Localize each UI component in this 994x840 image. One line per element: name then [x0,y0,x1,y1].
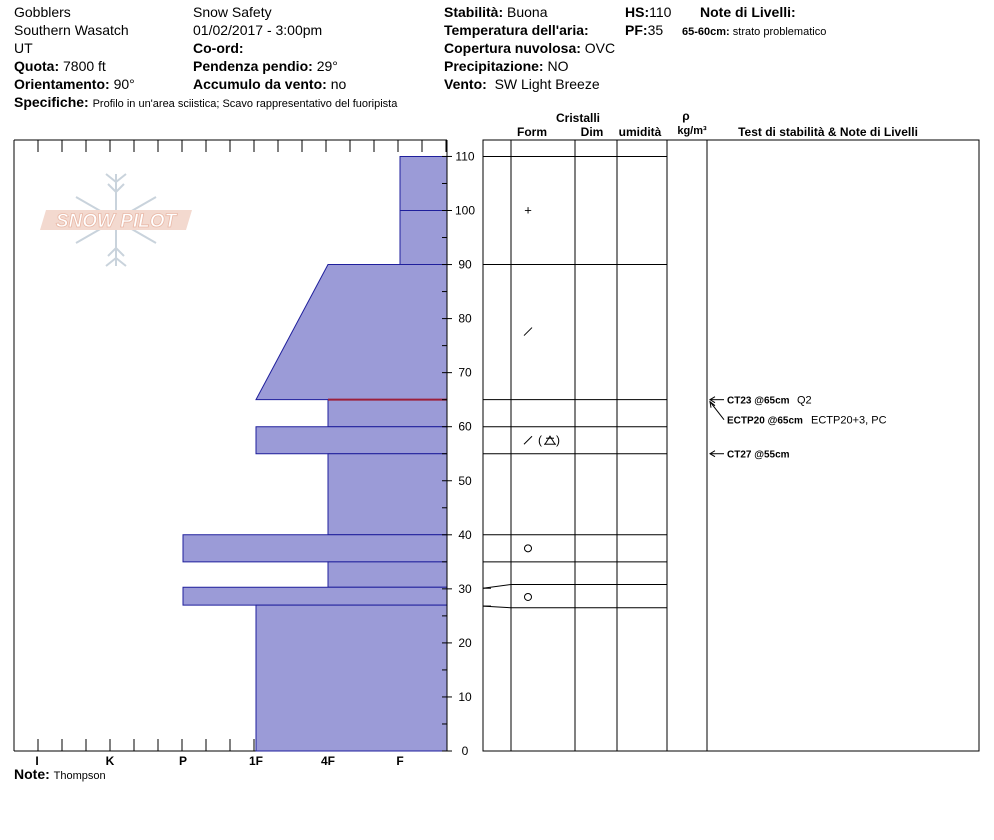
stability-label: Stabilità: [444,4,504,20]
height-tick-label: 10 [458,689,472,704]
specifics-value: Profilo in un'area sciistica; Scavo rappresentativo del fuoripista [92,98,398,110]
hardness-layer [256,427,447,454]
hardness-label: 1F [248,754,264,768]
stability-test-label: CT27 @55cm [727,449,790,461]
wind-loading-label: Accumulo da vento: [193,76,327,92]
logo-text: SNOW PILOT [55,211,177,232]
cloud-value: OVC [584,40,616,56]
crystal-plus-symbol: + [524,202,532,218]
hardness-layer [328,454,447,535]
air-temp-label: Temperatura dell'aria: [444,22,589,38]
height-tick-label: 50 [458,473,472,488]
crystal-round-symbol [525,593,532,600]
height-tick-label: 90 [458,257,472,272]
col-umidita: umidità [618,125,662,139]
height-tick-label: 100 [454,203,476,218]
hardness-layer [183,535,447,562]
height-tick-label: 80 [458,311,472,326]
specifics-label: Specifiche: [14,94,89,110]
location-name: Gobblers [14,4,71,20]
layer-notes-label: Note di Livelli: [700,4,796,20]
col-form: Form [517,125,547,139]
elevation-label: Quota: [14,58,60,74]
slope-value: 29° [316,58,338,74]
state: UT [14,40,33,56]
stability-test-extra: ECTP20+3, PC [811,414,887,427]
hs-label: HS: [625,4,650,20]
aspect-value: 90° [113,76,135,92]
hardness-layer [256,265,447,400]
precip-label: Precipitazione: [444,58,544,74]
stability-test-label: CT23 @65cm [727,395,790,407]
snowpilot-logo [40,174,192,266]
crystal-paren-close: ) [556,433,560,448]
wind-value: SW Light Breeze [494,76,600,92]
height-tick-label: 0 [461,744,469,758]
height-tick-label: 40 [458,527,472,542]
crystal-round-symbol [525,545,532,552]
datetime: 01/02/2017 - 3:00pm [193,22,323,38]
stability-test-label: ECTP20 @65cm [727,415,803,427]
hardness-layer [256,605,447,751]
crystal-slash-symbol [524,436,532,444]
elevation-value: 7800 ft [63,58,106,74]
hardness-layer [328,400,447,427]
height-tick-label: 20 [458,635,472,650]
hardness-label: I [35,754,39,768]
hardness-layer [400,156,447,210]
wind-label: Vento: [444,76,487,92]
hardness-label: 4F [320,754,336,768]
hardness-label: K [105,754,115,768]
crystal-paren-symbol: ( [538,433,542,448]
height-tick-label: 70 [458,365,472,380]
col-stability-notes: Test di stabilità & Note di Livelli [738,125,918,139]
cloud-label: Copertura nuvolosa: [444,40,581,56]
hardness-layer [400,211,447,265]
col-dim: Dim [580,125,604,139]
aspect-label: Orientamento: [14,76,110,92]
layer-note-text: strato problematico [732,26,827,38]
stability-test-extra: Q2 [797,394,812,407]
height-tick-label: 60 [458,419,472,434]
note-value: Thompson [53,770,106,782]
col-density-unit: kg/m³ [677,125,707,137]
crystal-slash-symbol [524,328,532,336]
hardness-layer [183,587,447,605]
hardness-label: F [396,754,404,768]
observer: Snow Safety [193,4,272,20]
col-cristalli: Cristalli [555,111,601,125]
hardness-label: P [178,754,188,768]
height-tick-label: 30 [458,581,472,596]
stability-test-leader [710,402,724,420]
col-rho: ρ [682,109,690,123]
pf-value: 35 [647,22,664,38]
stability-value: Buona [507,4,548,20]
crystal-surface-hoar-symbol [545,436,555,444]
layer-note-depth: 65-60cm: [682,26,730,38]
pf-label: PF: [625,22,648,38]
note-label: Note: [14,766,50,782]
coord-label: Co-ord: [193,40,244,56]
hardness-layer [328,562,447,587]
hs-value: 110 [649,4,672,20]
wind-loading-value: no [330,76,347,92]
slope-label: Pendenza pendio: [193,58,313,74]
height-tick-label: 110 [455,149,475,164]
precip-value: NO [547,58,569,74]
mountain-range: Southern Wasatch [14,22,129,38]
